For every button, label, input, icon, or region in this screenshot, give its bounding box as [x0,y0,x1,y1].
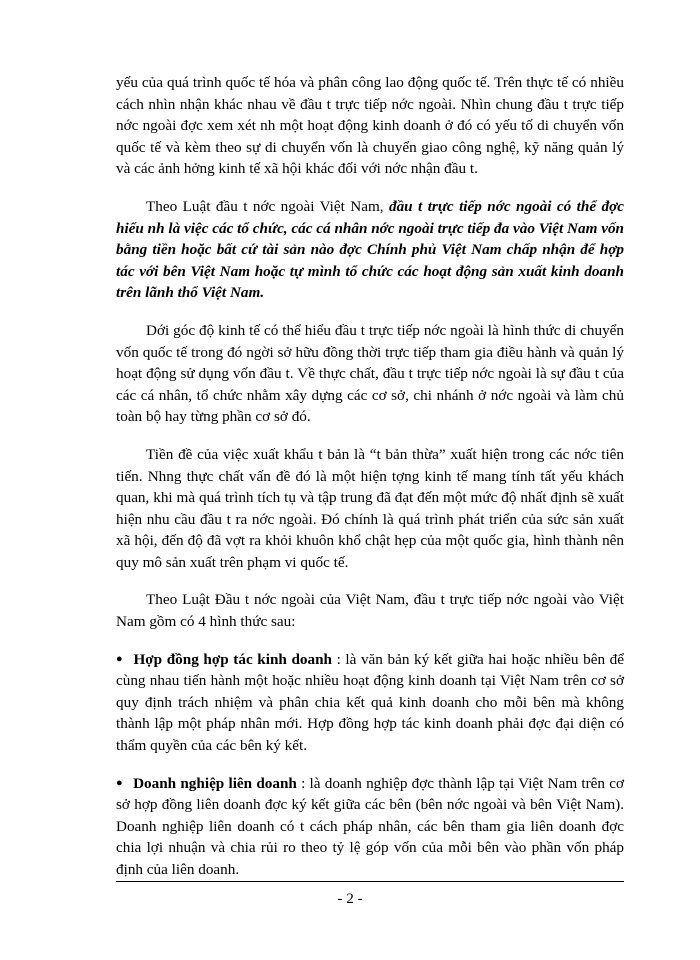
body-text [116,72,624,897]
bullet-text: : là văn bản ký kết giữa hai hoặc nhiều bên để cùng nhau tiến hành một hoặc nhiều hoạt động kinh doanh tại Việt Nam trên cơ sở quy định trách nhiệm và phân chia kết quả kinh doanh cho mỗi bên mà không thành lập một pháp nhân mới. Hợp đồng hợp tác kinh doanh phải đợc đại diện có thẩm quyền của các bên ký kết. [116,650,624,755]
law-definition-emphasis: đầu t trực tiếp nớc ngoài có thể đợc hiểu nh là việc các tổ chức, các cá nhân nớc ngoài trực tiếp đa vào Việt Nam vốn bằng tiền hoặc bất cứ tài sản nào đợc Chính phủ Việt Nam chấp nhận để hợp tác với bên Việt Nam hoặc tự mình tổ chức các hoạt động sản xuất kinh doanh trên lãnh thổ Việt Nam. [116,197,624,302]
bullet-icon: ● [116,652,124,665]
paragraph-intro: yếu của quá trình quốc tế hóa và phân công lao động quốc tế. Trên thực tế có nhiều cách nhìn nhận khác nhau về đầu t trực tiếp nớc ngoài. Nhìn chung đầu t trực tiếp nớc ngoài đợc xem xét nh một hoạt động kinh doanh ở đó có yếu tố di chuyển vốn quốc tế và kèm theo sự di chuyển vốn là chuyển giao công nghệ, kỹ năng quản lý và các ảnh hởng kinh tế xã hội khác đối với nớc nhận đầu t. [116,74,624,178]
list-item [116,649,624,757]
paragraph-law-definition [116,196,624,304]
bullet-icon: ● [116,776,124,789]
page-number: - 2 - [337,890,363,907]
bullet-text: : là doanh nghiệp đợc thành lập tại Việt Nam trên cơ sở hợp đồng liên doanh đợc ký kết giữa các bên (bên nớc ngoài và bên Việt Nam). Doanh nghiệp liên doanh có t cách pháp nhân, các bên tham gia liên doanh đợc chia lợi nhuận và chia rủi ro theo tỷ lệ góp vốn của mỗi bên vào phần vốn pháp định của liên doanh. [116,774,624,878]
footer-divider [116,881,624,882]
list-item [116,773,624,881]
bullet-term: Hợp đồng hợp tác kinh doanh [133,650,332,668]
law-definition-lead: Theo Luật đầu t nớc ngoài Việt Nam, [146,197,389,215]
paragraph-capital-export: Tiền đề của việc xuất khẩu t bản là “t bản thừa” xuất hiện trong các nớc tiên tiến. Nhng thực chất vấn đề đó là một hiện tợng kinh tế mang tính tất yếu khách quan, khi mà quá trình tích tụ và tập trung đã đạt đến một mức độ nhất định sẽ xuất hiện nhu cầu đầu t ra nớc ngoài. Đó chính là quá trình phát triển của sức sản xuất xã hội, đến độ đã vợt ra khỏi khuôn khổ chật hẹp của một quốc gia, hình thành nên quy mô sản xuất trên phạm vi quốc tế. [116,445,624,571]
paragraph-economic-view: Dới góc độ kinh tế có thể hiểu đầu t trực tiếp nớc ngoài là hình thức di chuyển vốn quốc tế trong đó ngời sở hữu đồng thời trực tiếp tham gia điều hành và quản lý hoạt động sử dụng vốn đầu t. Về thực chất, đầu t trực tiếp nớc ngoài là sự đầu t của các cá nhân, tổ chức nhằm xây dựng các cơ sở, chi nhánh ở nớc ngoài và làm chủ toàn bộ hay từng phần cơ sở đó. [116,321,624,426]
paragraph-forms-intro: Theo Luật Đầu t nớc ngoài của Việt Nam, đầu t trực tiếp nớc ngoài vào Việt Nam gồm có 4 hình thức sau: [116,591,624,631]
bullet-term: Doanh nghiệp liên doanh [133,774,297,792]
